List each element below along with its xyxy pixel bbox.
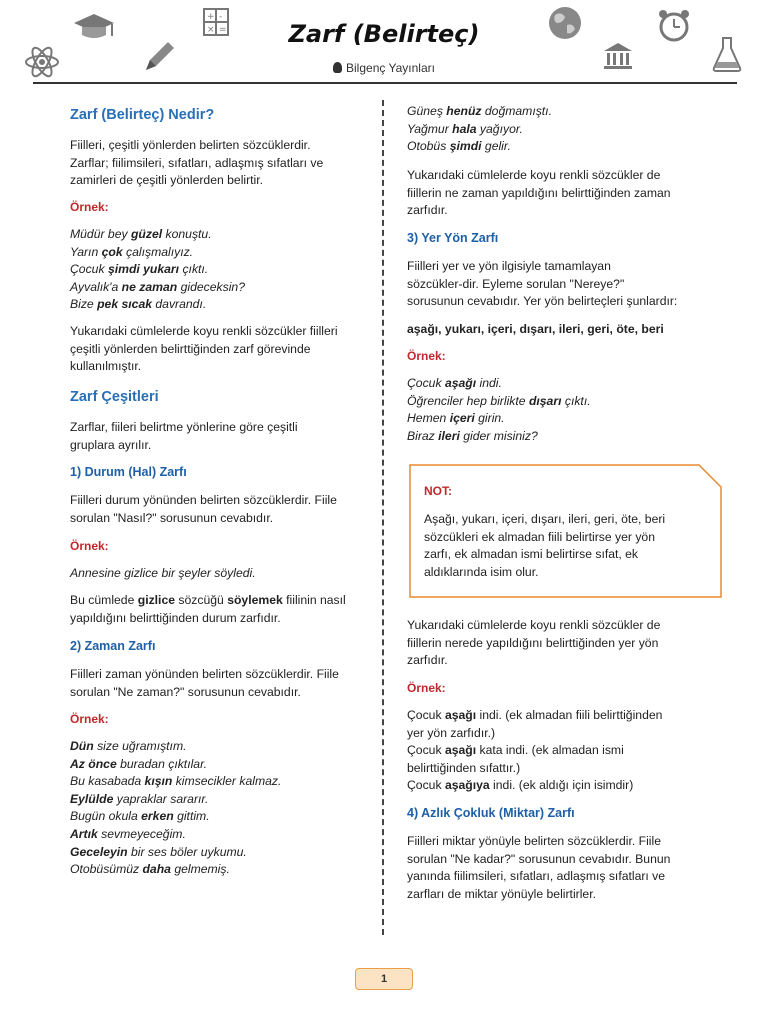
paragraph-nedir <box>70 137 370 190</box>
example-list-zaman-cont <box>407 103 727 156</box>
example-sentence: Çocuk aşağı kata indi. (ek almadan ismi <box>407 743 624 758</box>
yer-yon-list: aşağı, yukarı, içeri, dışarı, ileri, geri, öte, beri <box>407 322 664 336</box>
example-sentence: Az önce buradan çıktılar. <box>70 756 208 771</box>
text-line: Fiilleri durum yönünden belirten sözcüklerdir. Fiile <box>70 493 337 507</box>
text-line: yanında fiilimsileri, sıfatları, adlaşmış sıfatları ve <box>407 869 666 884</box>
text-line: Yukarıdaki cümlelerde koyu renkli sözcükler de <box>407 618 661 632</box>
column-divider <box>382 100 384 935</box>
example-label: Örnek: <box>70 712 109 726</box>
text-line: fiillerin ne zaman yapıldığını belirttiğinden zaman <box>407 185 671 200</box>
lightbulb-icon <box>333 62 342 73</box>
paragraph-durum <box>70 492 370 527</box>
text-line: Aşağı, yukarı, içeri, dışarı, ileri, geri, öte, beri <box>424 512 666 526</box>
text-line: Zarflar; fiilimsileri, sıfatları, adlaşmış sıfatları ve <box>70 155 324 170</box>
text-line: Zarflar, fiileri belirtme yönlerine göre çeşitli <box>70 420 298 434</box>
example-sentence: Annesine gizlice bir şeyler söyledi. <box>70 566 256 580</box>
heading-durum-zarfi: 1) Durum (Hal) Zarfı <box>70 465 187 479</box>
example-list-yer-2 <box>407 707 727 795</box>
example-sentence: Geceleyin bir ses böler uykumu. <box>70 844 247 859</box>
example-sentence: Bize pek sıcak davrandı. <box>70 297 207 312</box>
example-sentence: Biraz ileri gider misiniz? <box>407 428 538 443</box>
example-sentence: yer yön zarfıdır.) <box>407 725 496 740</box>
text-line: Fiilleri miktar yönüyle belirten sözcüklerdir. Fiile <box>407 834 661 848</box>
example-sentence: Otobüsümüz daha gelmemiş. <box>70 862 230 877</box>
heading-zarf-nedir: Zarf (Belirteç) Nedir? <box>70 107 215 123</box>
text-line: çeşitli yönlerden belirttiğinden zarf görevinde <box>70 341 311 356</box>
text-line: fiillerin nerede yapıldığını belirttiğinden yer yön <box>407 635 659 650</box>
example-sentence: Hemen içeri girin. <box>407 411 505 426</box>
heading-azlik-cokluk-zarfi: 4) Azlık Çokluk (Miktar) Zarfı <box>407 806 575 820</box>
example-sentence: Otobüs şimdi gelir. <box>407 139 511 154</box>
example-sentence: Dün size uğramıştım. <box>70 739 187 753</box>
example-label: Örnek: <box>407 349 446 363</box>
example-sentence: Ayvalık'a ne zaman gideceksin? <box>70 279 245 294</box>
brand-name: Bilgenç Yayınları <box>346 61 435 75</box>
text-line: sorulan "Nasıl?" sorusunun cevabıdır. <box>70 510 274 525</box>
paragraph-yer <box>407 258 727 311</box>
text-line: sorulan "Ne kadar?" sorusunun cevabıdır. Bunun <box>407 851 671 866</box>
page-header <box>0 0 768 86</box>
text-line: zarfı, ek almadan ismi belirtirse sıfat, ek <box>424 547 639 562</box>
example-sentence: belirttiğinden sıfattır.) <box>407 760 521 775</box>
text-line: Bu cümlede gizlice sözcüğü söylemek fiilinin nasıl <box>70 593 346 607</box>
example-sentence: Öğrenciler hep birlikte dışarı çıktı. <box>407 393 591 408</box>
text-line: gruplara ayrılır. <box>70 437 152 452</box>
page-number: 1 <box>355 968 413 990</box>
example-sentence: Güneş henüz doğmamıştı. <box>407 104 552 118</box>
note-body <box>424 511 704 581</box>
example-sentence: Yağmur hala yağıyor. <box>407 121 523 136</box>
heading-zaman-zarfi: 2) Zaman Zarfı <box>70 639 156 653</box>
example-label: Örnek: <box>70 539 109 553</box>
example-list-yer <box>407 375 727 445</box>
text-line: sözcükleri ek almadan fiili belirtirse yer yön <box>424 529 655 544</box>
text-line: sözcükler-dir. Eyleme sorulan "Nereye?" <box>407 276 625 291</box>
svg-text:+: + <box>207 12 215 22</box>
example-sentence: Çocuk aşağı indi. (ek almadan fiili belirttiğinden <box>407 708 663 722</box>
note-title: NOT: <box>424 484 452 498</box>
example-sentence: Yarın çok çalışmalıyız. <box>70 244 194 259</box>
text-line: Fiilleri zaman yönünden belirten sözcüklerdir. Fiile <box>70 667 339 681</box>
text-line: aldıklarında isim olur. <box>424 564 539 579</box>
text-line: Fiilleri yer ve yön ilgisiyle tamamlayan <box>407 259 611 273</box>
example-sentence: Bugün okula erken gittim. <box>70 809 210 824</box>
brand-label <box>0 61 768 75</box>
example-sentence: Bu kasabada kışın kimsecikler kalmaz. <box>70 774 282 789</box>
paragraph-zaman <box>70 666 370 701</box>
text-line: Yukarıdaki cümlelerde koyu renkli sözcükler de <box>407 168 661 182</box>
heading-zarf-cesitleri: Zarf Çeşitleri <box>70 389 159 405</box>
heading-yer-yon-zarfi: 3) Yer Yön Zarfı <box>407 231 499 245</box>
svg-text:=: = <box>219 25 227 35</box>
page-title: Zarf (Belirteç) <box>288 20 480 48</box>
text-line: zarfıdır. <box>407 203 448 218</box>
example-sentence: Çocuk şimdi yukarı çıktı. <box>70 262 209 277</box>
paragraph-durum-explain <box>70 592 370 627</box>
paragraph-azlik <box>407 833 727 903</box>
paragraph-yer-explain <box>407 617 727 670</box>
svg-text:-: - <box>219 12 223 22</box>
text-line: sorusunun cevabıdır. Yer yön belirteçleri şunlardır: <box>407 294 678 309</box>
text-line: zarfıdır. <box>407 653 448 668</box>
example-list-zaman <box>70 738 370 879</box>
example-list-1 <box>70 226 370 314</box>
text-line: zamirleri de çeşitli yönlerden belirtir. <box>70 173 264 188</box>
example-sentence: Çocuk aşağıya indi. (ek aldığı için isimdir) <box>407 778 634 793</box>
text-line: sorulan "Ne zaman?" sorusunun cevabıdır. <box>70 684 301 699</box>
example-sentence: Artık sevmeyeceğim. <box>70 826 186 841</box>
header-rule <box>33 82 737 84</box>
svg-text:×: × <box>207 25 215 35</box>
example-label: Örnek: <box>407 681 446 695</box>
paragraph-cesitler <box>70 419 370 454</box>
note-box <box>409 464 722 598</box>
text-line: yapıldığını belirttiğinden durum zarfıdır. <box>70 610 281 625</box>
example-label: Örnek: <box>70 200 109 214</box>
example-sentence: Çocuk aşağı indi. <box>407 376 502 390</box>
text-line: zarfları de miktar yönüyle belirtirler. <box>407 886 596 901</box>
text-line: Fiilleri, çeşitli yönlerden belirten sözcüklerdir. <box>70 138 311 152</box>
paragraph-zaman-explain <box>407 167 727 220</box>
text-line: Yukarıdaki cümlelerde koyu renkli sözcükler fiilleri <box>70 324 338 338</box>
text-line: kullanılmıştır. <box>70 359 142 374</box>
example-sentence: Eylülde yapraklar sararır. <box>70 791 209 806</box>
paragraph-after-examples <box>70 323 370 376</box>
example-sentence: Müdür bey güzel konuştu. <box>70 227 212 241</box>
